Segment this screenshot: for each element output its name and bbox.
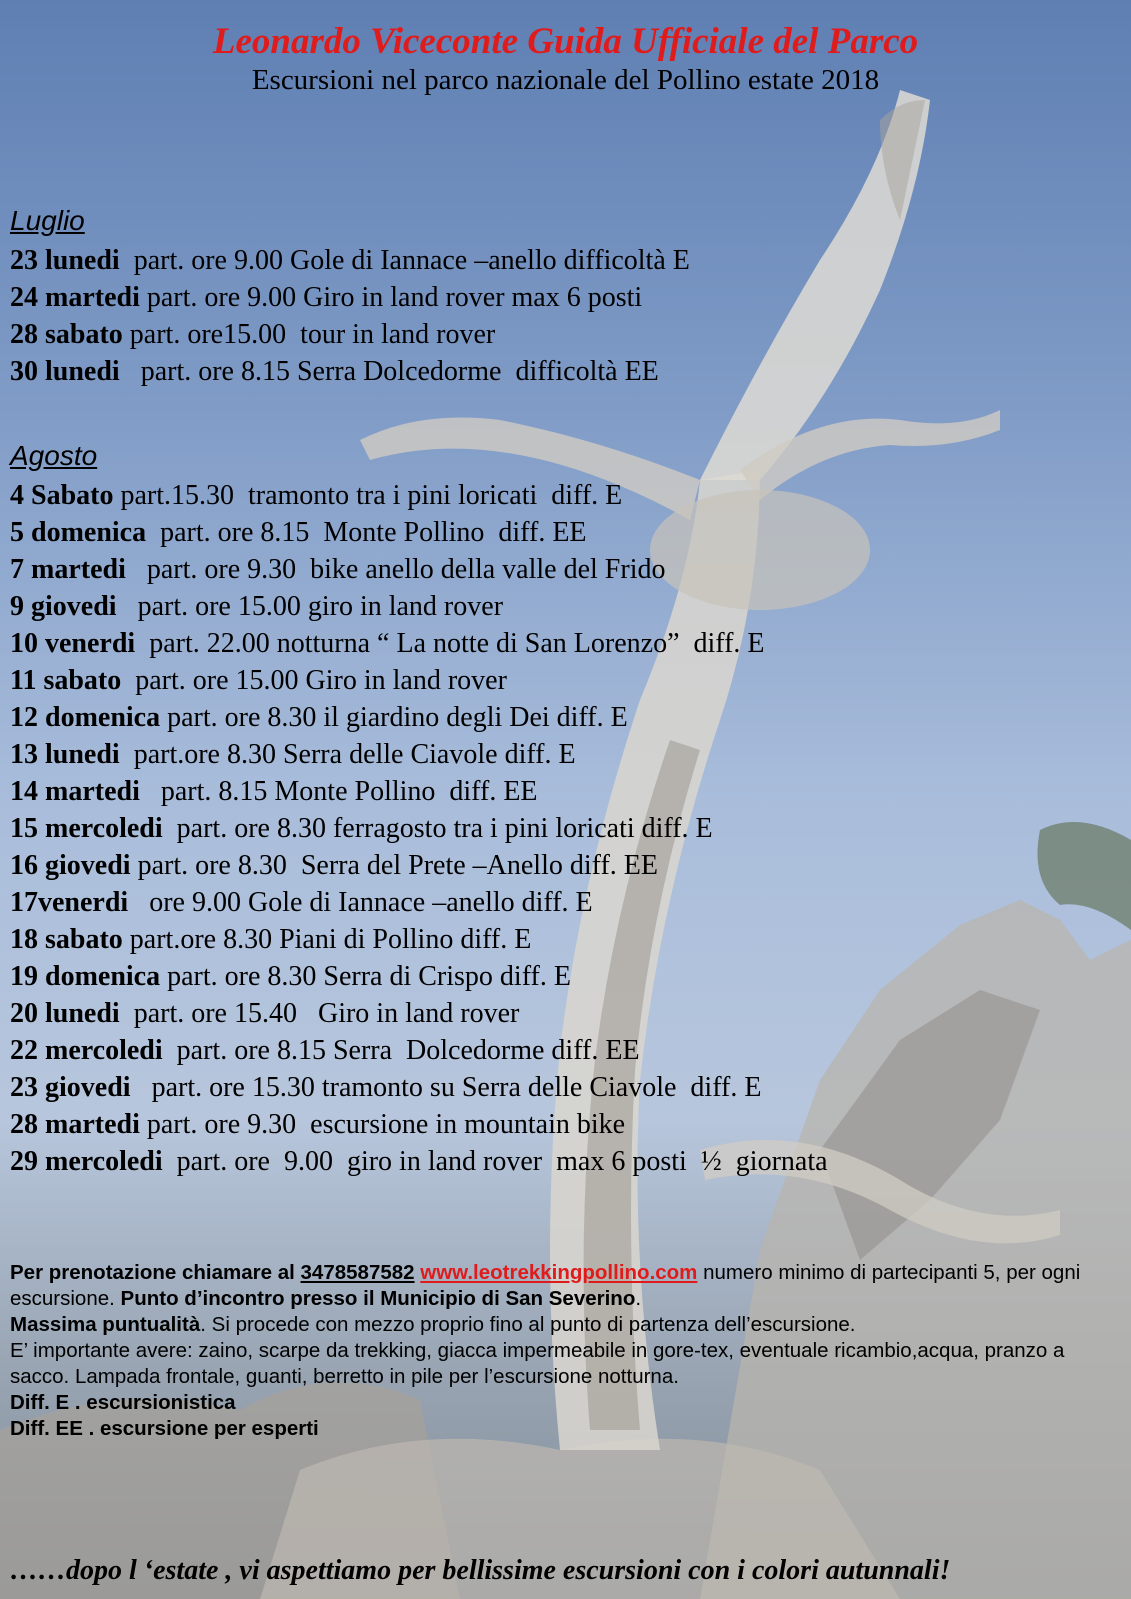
excursion-day: 10 venerdi	[10, 628, 136, 659]
excursion-row	[10, 921, 1120, 958]
excursion-row	[10, 1143, 1120, 1180]
excursion-row	[10, 353, 1120, 390]
excursion-day: 12 domenica	[10, 702, 161, 733]
excursion-row	[10, 242, 1120, 279]
excursion-row	[10, 810, 1120, 847]
excursion-details: part. ore 15.00 giro in land rover	[116, 591, 504, 622]
transport-text: . Si procede con mezzo proprio fino al punto di partenza dell’escursione.	[200, 1313, 856, 1336]
meeting-point-text: Punto d’incontro presso il Municipio di San Severino	[120, 1287, 636, 1310]
excursion-day: 19 domenica	[10, 961, 161, 992]
excursion-day: 24 martedi	[10, 282, 140, 313]
booking-label: Per prenotazione chiamare al	[10, 1261, 301, 1284]
excursion-row	[10, 773, 1120, 810]
excursion-day: 18 sabato	[10, 924, 123, 955]
excursion-row	[10, 699, 1120, 736]
info-block	[10, 1260, 1125, 1442]
month-heading-july: Luglio	[10, 205, 85, 236]
excursion-day: 23 giovedi	[10, 1072, 131, 1103]
excursion-row	[10, 551, 1120, 588]
excursion-details: part. ore 9.00 Gole di Iannace –anello difficoltà E	[119, 245, 690, 276]
excursion-details: part. ore 8.15 Serra Dolcedorme difficoltà EE	[119, 356, 659, 387]
phone-number-link[interactable]: 3478587582	[300, 1261, 415, 1284]
excursion-day: 23 lunedi	[10, 245, 120, 276]
excursion-details: part. ore15.00 tour in land rover	[122, 319, 496, 350]
excursion-row	[10, 1032, 1120, 1069]
website-link[interactable]: www.leotrekkingpollino.com	[420, 1261, 698, 1284]
excursion-day: 22 mercoledi	[10, 1035, 163, 1066]
excursion-details: part. 22.00 notturna “ La notte di San Lorenzo” diff. E	[135, 628, 765, 659]
excursion-details: part. ore 8.30 ferragosto tra i pini loricati diff. E	[162, 813, 713, 844]
july-list	[10, 242, 1120, 390]
excursion-details: part.ore 8.30 Piani di Pollino diff. E	[122, 924, 532, 955]
excursion-details: part. ore 9.30 bike anello della valle del Frido	[125, 554, 666, 585]
excursion-row	[10, 316, 1120, 353]
excursion-details: part. ore 15.40 Giro in land rover	[119, 998, 520, 1029]
excursion-row	[10, 995, 1120, 1032]
excursion-details: part. ore 9.00 Giro in land rover max 6 posti	[139, 282, 643, 313]
punctuality-text: Massima puntualità	[10, 1313, 201, 1336]
excursion-day: 4 Sabato	[10, 480, 114, 511]
excursion-row	[10, 958, 1120, 995]
excursion-details: part. ore 8.30 il giardino degli Dei diff. E	[160, 702, 628, 733]
excursion-row	[10, 588, 1120, 625]
excursion-details: part. ore 9.00 giro in land rover max 6 posti ½ giornata	[162, 1146, 828, 1177]
excursion-row	[10, 1106, 1120, 1143]
excursion-day: 29 mercoledi	[10, 1146, 163, 1177]
excursion-row	[10, 1069, 1120, 1106]
excursion-day: 14 martedi	[10, 776, 140, 807]
excursion-day: 20 lunedi	[10, 998, 120, 1029]
excursion-details: part. ore 9.30 escursione in mountain bike	[139, 1109, 626, 1140]
excursion-row	[10, 847, 1120, 884]
excursion-day: 28 sabato	[10, 319, 123, 350]
equipment-text: E’ importante avere: zaino, scarpe da trekking, giacca impermeabile in gore-tex, eventuale ricambio,acqua, pranzo a sacco. Lampada frontale, guanti, berretto in pile per l’escursione notturna.	[10, 1339, 1065, 1388]
excursion-details: part. 8.15 Monte Pollino diff. EE	[139, 776, 538, 807]
booking-paragraph	[10, 1260, 1125, 1312]
punctuality-paragraph	[10, 1312, 1125, 1338]
excursion-row	[10, 884, 1120, 921]
page-subtitle: Escursioni nel parco nazionale del Pollino estate 2018	[251, 64, 880, 96]
excursion-details: part. ore 8.15 Serra Dolcedorme diff. EE	[162, 1035, 640, 1066]
excursion-details: ore 9.00 Gole di Iannace –anello diff. E	[128, 887, 593, 918]
closing-message: ……dopo l ‘estate , vi aspettiamo per bellissime escursioni con i colori autunnali!	[10, 1555, 951, 1586]
excursion-day: 28 martedi	[10, 1109, 140, 1140]
diff-ee-legend: Diff. EE . escursione per esperti	[10, 1417, 319, 1440]
excursion-day: 13 lunedi	[10, 739, 120, 770]
month-heading-august: Agosto	[10, 440, 98, 471]
excursion-row	[10, 736, 1120, 773]
excursion-day: 30 lunedi	[10, 356, 120, 387]
excursion-day: 15 mercoledi	[10, 813, 163, 844]
excursion-details: part. ore 8.15 Monte Pollino diff. EE	[146, 517, 587, 548]
excursion-day: 11 sabato	[10, 665, 122, 696]
excursion-row	[10, 477, 1120, 514]
excursion-details: part. ore 15.30 tramonto su Serra delle Ciavole diff. E	[130, 1072, 762, 1103]
excursion-day: 17venerdi	[10, 887, 129, 918]
excursion-details: part.15.30 tramonto tra i pini loricati diff. E	[113, 480, 623, 511]
excursion-row	[10, 514, 1120, 551]
period-text: .	[635, 1287, 642, 1310]
page-title: Leonardo Viceconte Guida Ufficiale del Parco	[212, 21, 919, 62]
excursion-day: 9 giovedi	[10, 591, 117, 622]
excursion-day: 16 giovedi	[10, 850, 131, 881]
august-list	[10, 477, 1120, 1180]
excursion-row	[10, 279, 1120, 316]
excursion-details: part. ore 8.30 Serra di Crispo diff. E	[160, 961, 571, 992]
excursion-details: part. ore 8.30 Serra del Prete –Anello diff. EE	[130, 850, 658, 881]
excursion-day: 5 domenica	[10, 517, 147, 548]
diff-e-legend: Diff. E . escursionistica	[10, 1391, 236, 1414]
excursion-details: part. ore 15.00 Giro in land rover	[121, 665, 507, 696]
excursion-day: 7 martedi	[10, 554, 126, 585]
excursion-details: part.ore 8.30 Serra delle Ciavole diff. E	[119, 739, 576, 770]
min-participants-text: numero minimo di partecipanti 5, per ogni escursione.	[10, 1261, 1081, 1310]
excursion-row	[10, 625, 1120, 662]
excursion-row	[10, 662, 1120, 699]
